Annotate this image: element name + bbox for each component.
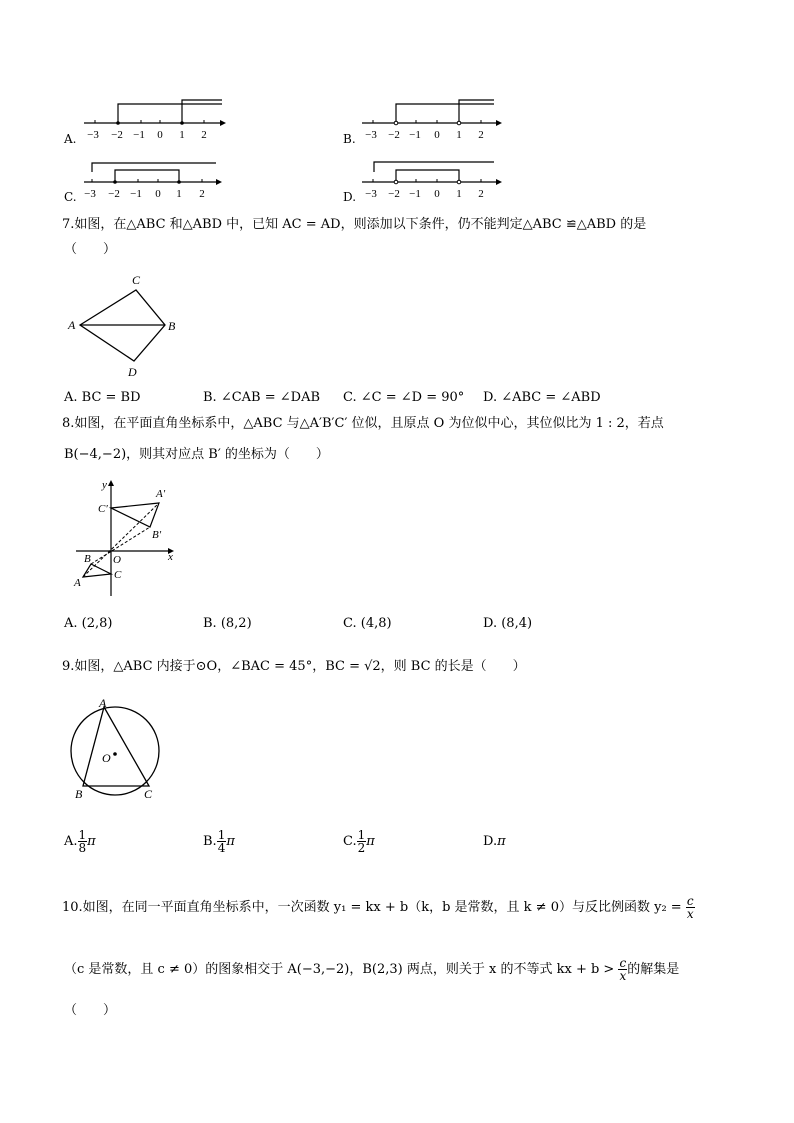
q8-label-c: C [114,569,122,581]
q6a-tick-label: 2 [201,129,207,141]
q6-option-d-label[interactable]: D. [343,190,357,204]
q7-stem: 7.如图，在△ABC 和△ABD 中，已知 AC = AD，则添加以下条件，仍不能判定△ABC ≌△ABD 的是 [62,217,647,232]
q6-option-d-numberline [356,154,506,204]
q10-answer-paren: （ ） [64,1003,117,1018]
q9-label-b: B [75,787,83,801]
q9b-denominator: 4 [217,841,226,855]
q10-stem-line2-tail: 的解集是 [627,962,680,977]
q9-option-c-letter: C. [343,834,357,849]
q7-label-c: C [132,273,141,287]
q10-stem-line2-text: （c 是常数，且 c ≠ 0）的图象相交于 A(−3,−2)，B(2,3) 两点，则关于 x 的不等式 kx + b > [64,962,615,977]
q9-label-o: O [102,751,111,765]
q6c-tick-label: −1 [130,188,142,200]
q6b-tick-label: −1 [409,129,421,141]
q6a-tick-label: 0 [157,129,163,141]
q6d-tick-label: 1 [456,188,462,200]
q6b-tick-label: −2 [388,129,400,141]
q7-option-a[interactable]: A. BC = BD [64,390,141,405]
q6d-tick-label: −1 [409,188,421,200]
q6c-tick-label: −3 [84,188,96,200]
q9d-pi: π [497,834,506,849]
q9-option-a-letter: A. [64,834,78,849]
q8-label-a: A [74,577,81,589]
q10-fraction-c-over-x [686,895,695,920]
q6d-tick-label: 0 [434,188,440,200]
q9a-numerator: 1 [78,828,87,842]
q6d-tick-label: 2 [478,188,484,200]
q10-frac1-numerator: c [686,894,694,908]
q7-answer-paren: （ ） [64,242,117,257]
q8-option-b[interactable]: B. (8,2) [203,616,252,631]
q6c-tick-label: 2 [199,188,205,200]
q7-label-a: A [68,318,76,332]
q8-label-x: x [168,551,173,563]
q6-option-a-label[interactable]: A. [64,132,77,146]
q8-option-d[interactable]: D. (8,4) [483,616,533,631]
q8-stem-line2: B(−4,−2)，则其对应点 B′ 的坐标为（ ） [64,447,329,462]
q8-stem-line1: 8.如图，在平面直角坐标系中，△ABC 与△A′B′C′ 位似，且原点 O 为位似中心，其位似比为 1 : 2，若点 [62,416,664,431]
q6b-tick-label: 1 [456,129,462,141]
q8-option-a[interactable]: A. (2,8) [64,616,113,631]
q8-label-c1: C′ [98,503,108,515]
q9-label-a: A [99,696,107,710]
q9c-pi: π [366,834,375,849]
q10-stem-line1-text: 10.如图，在同一平面直角坐标系中，一次函数 y₁ = kx + b（k，b 是常数，且 k ≠ 0）与反比例函数 y₂ = [62,900,682,915]
q6-option-c-numberline [78,154,228,204]
q6a-tick-label: −1 [133,129,145,141]
q6a-tick-label: −2 [111,129,123,141]
q9-option-c[interactable] [343,822,375,862]
q6b-tick-label: −3 [365,129,377,141]
q10-frac2-numerator: c [619,956,627,970]
q6a-tick-label: −3 [87,129,99,141]
q6b-tick-label: 0 [434,129,440,141]
q10-stem-line2 [64,950,679,990]
q9-option-b-fraction [217,829,227,854]
q6c-tick-label: 1 [176,188,182,200]
q6a-tick-label: 1 [179,129,185,141]
q10-fraction-c-over-x-2 [618,957,627,982]
q7-figure [64,270,184,380]
q9-option-d[interactable] [483,822,506,862]
q9-option-b-letter: B. [203,834,217,849]
q9c-numerator: 1 [357,828,366,842]
q8-label-y: y [102,479,107,491]
q8-label-b1: B′ [152,529,162,541]
q9-option-c-fraction [357,829,367,854]
q9-option-a[interactable] [64,822,96,862]
q6-option-c-label[interactable]: C. [64,190,77,204]
q9-option-b[interactable] [203,822,235,862]
q9a-pi: π [87,834,96,849]
q7-option-d[interactable]: D. ∠ABC = ∠ABD [483,390,601,405]
q9c-denominator: 2 [357,841,366,855]
q7-label-d: D [128,365,137,379]
q10-stem-line1 [62,888,695,928]
q9b-pi: π [226,834,235,849]
q8-label-o: O [113,554,121,566]
q9-label-c: C [144,787,153,801]
q6-option-b-numberline [356,96,506,146]
q9b-numerator: 1 [217,828,226,842]
q6c-tick-label: 0 [155,188,161,200]
q8-option-c[interactable]: C. (4,8) [343,616,392,631]
q10-frac2-denominator: x [619,969,627,983]
q6b-tick-label: 2 [478,129,484,141]
q6d-tick-label: −2 [388,188,400,200]
q6-option-b-label[interactable]: B. [343,132,356,146]
q7-option-c[interactable]: C. ∠C = ∠D = 90° [343,390,465,405]
q8-label-a1: A′ [156,488,166,500]
q6c-tick-label: −2 [108,188,120,200]
q9-stem: 9.如图，△ABC 内接于⊙O，∠BAC = 45°，BC = √2，则 BC 的长是（ ） [62,659,526,674]
q9-option-d-letter: D. [483,834,498,849]
q6d-tick-label: −3 [365,188,377,200]
q7-option-b[interactable]: B. ∠CAB = ∠DAB [203,390,321,405]
q8-label-b: B [84,553,91,565]
q6-option-a-numberline [78,96,228,146]
q8-figure [70,478,190,603]
q9-figure [66,698,176,808]
q9a-denominator: 8 [78,841,87,855]
q9-option-a-fraction [78,829,88,854]
q7-label-b: B [168,319,176,333]
q10-frac1-denominator: x [686,907,694,921]
